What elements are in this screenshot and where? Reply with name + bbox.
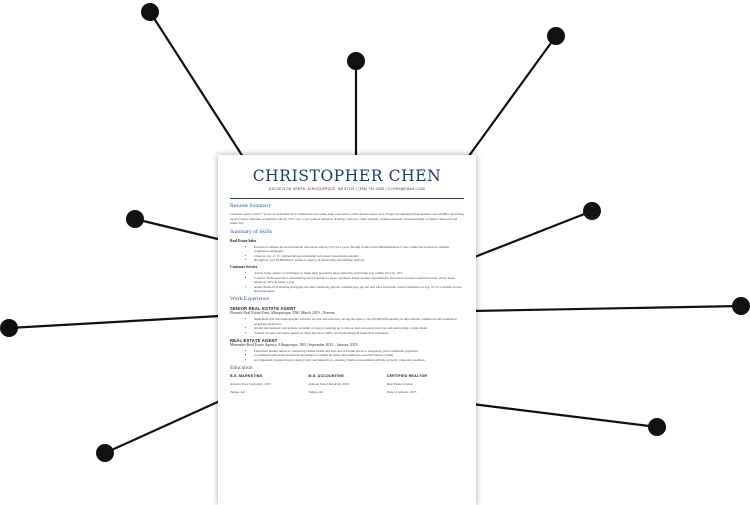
education-entry [387,374,464,395]
job-title: REAL ESTATE AGENT [230,338,278,344]
callout-dot-top-center [347,52,365,70]
skills-heading: Summary of Skills [230,228,272,235]
education-degree: B.S. MARKETING [230,374,263,379]
callout-dot-left-middle [0,319,18,337]
resume-name: CHRISTOPHER CHEN [252,167,442,185]
callout-line-left-middle [9,316,220,328]
education-location: State of Arizona, 2015 [386,390,417,395]
skill-group-heading: Real Estate Sales [230,238,257,243]
callout-dot-left-lower [96,444,114,462]
callout-dot-top-right [547,27,565,45]
education-heading: Education [230,365,253,372]
list-item: • Brought in over $3,000,000 in profits to agency in historically unprofitable territory [254,258,464,262]
job-title: SENIOR REAL ESTATE AGENT [230,306,297,312]
education-location: Tempe, AZ [308,390,324,395]
education-degree: CERTIFIED REALTOR [386,374,428,379]
list-item: • Assist clients in evaluating mortgage and other financing options, ensuring they get the best rates and terms. Saved customers an avg. of 5% overtime on new home purchases [254,285,464,294]
callout-dot-top-left [141,3,159,21]
list-item: • Attend international conventions on behalf of agency, keeping up to date on best real estate practices and networking to gain clients [254,326,464,330]
list-item: • Trained 3 junior real estate agents on client interview SOPs, and home listing & inspection techniques [254,331,464,335]
list-item: • Performed market research, comparing market trends and new and old home prices to adequately price residential properties [254,349,464,353]
callout-line-top-right [466,36,556,160]
education-school: Arizona State University, 2016 [308,382,350,387]
callout-dot-left-upper [126,210,144,228]
resume-page [218,155,476,505]
education-degree: M.S. ACCOUNTING [308,374,344,379]
education-grid [230,374,464,395]
header-divider [230,198,464,199]
callout-line-left-upper [135,219,222,240]
list-item: • Close an avg. of 15 commercial and residential real estate transactions annually [254,254,464,258]
list-item: • Accompanied potential buyers during visits and inspections, ensuring clients were satisfied with the property value and condition [254,358,464,362]
work-heading: Work Experience [230,296,269,303]
job-bullets [230,317,464,335]
skill-list [230,245,464,263]
callout-dot-right-middle [732,297,750,315]
education-school: Arizona State University, 2013 [230,382,271,387]
education-location: Tempe, AZ [230,390,245,395]
callout-line-left-lower [105,400,222,453]
skill-list [230,271,464,293]
list-item: • Conduct client interviews, determining best properties to show customers based on their requirements. Increased customer satisfaction rate of new home buyers by 20% in under 1 year [254,276,464,285]
resume-contact: 815 DEVLON GREEN, ALBUQUERQUE, NM 87101 | (555) 791-3555 | CCHEN@EMAIL.COM [269,187,425,191]
education-entry [308,374,385,395]
callout-dot-right-upper [583,202,601,220]
list-item: • Advise home sellers on techniques to make their properties more attractive, increasing avg. selling price by 10% [254,271,464,275]
callout-line-right-middle [472,306,741,311]
education-school: Real Estate License [386,382,413,387]
list-item: • Increased commercial and residential real estate sales by 25% in 2 years through creation and implementation of new online and in-person customer acquisition campaigns [254,245,464,254]
callout-dot-right-lower [648,418,666,436]
job-meta: Menendez Real Estate Agency, Albuquerque, NM | September 2015 – January 2019 [230,343,358,348]
callout-line-top-left [150,12,245,160]
skill-group-heading: Customer Service [230,265,258,270]
list-item: • Coordinated with home inspectors and lenders to ensure all terms and conditions were met before closing [254,353,464,357]
job-meta: Phoenix Real Estate Firm, Albuquerque, NM | March 2019 – Present [230,311,335,316]
summary-heading: Resume Summary [230,203,272,209]
education-entry [230,374,307,395]
callout-line-right-lower [472,404,657,427]
summary-text: Licensed realtor with 7+ years of residential and commercial real estate sales experience in the Atlanta metro area. Expert in campaign management, successfully increasing agency's new customer acquisition rate by 35% over a year period. Adept in drafting contracts, client analysis, market research, and knowledge of federal and local real estate law. [230,212,464,226]
job-bullets [230,349,464,362]
callout-line-right-upper [472,211,592,258]
list-item: • Implement GIS data demographic software for new site selection, saving the agency over $5,000,000 annually in unprofitable commercial and residential properties endeavors [254,317,464,326]
